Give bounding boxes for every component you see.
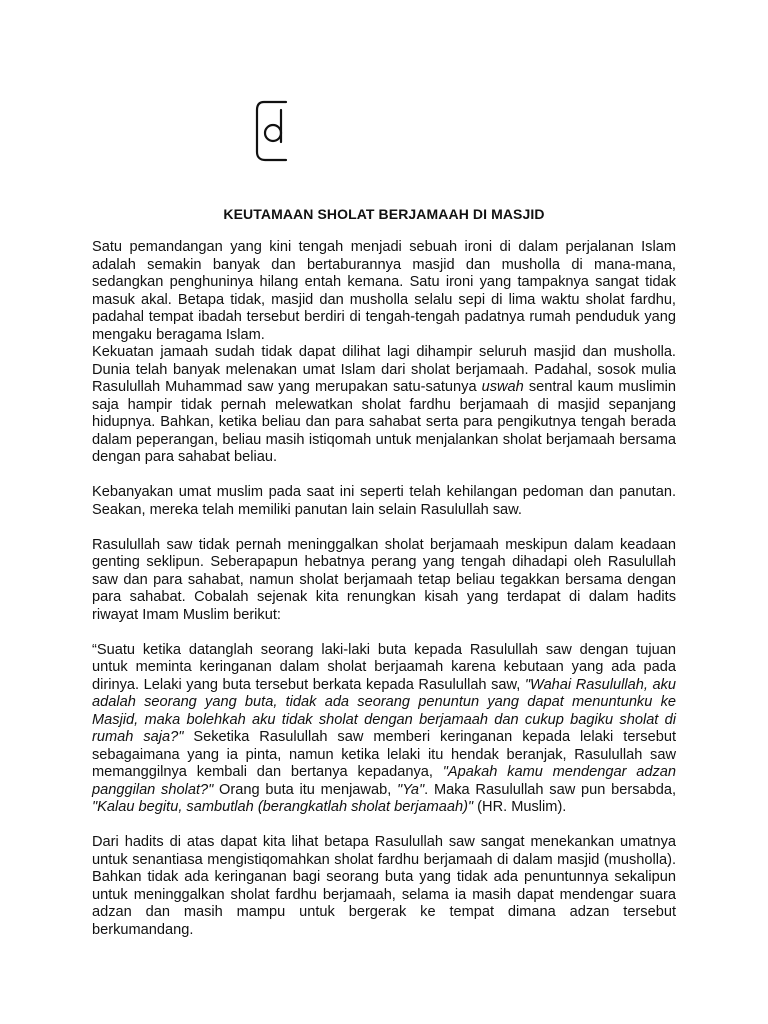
italic-quote: "Apakah kamu mendengar adzan panggilan sholat?" [92, 764, 676, 798]
italic-quote: "Wahai Rasulullah, aku adalah seorang yang buta, tidak ada seorang penuntun yang dapat menuntunku ke Masjid, maka bolehkah aku tidak sholat dengan berjamaah dan cukup bagiku sholat di rumah saja?" [92, 676, 676, 745]
document-title: KEUTAMAAN SHOLAT BERJAMAAH DI MASJID [223, 206, 545, 222]
paragraph-1: Satu pemandangan yang kini tengah menjadi sebuah ironi di dalam perjalanan Islam adalah semakin banyak dan bertaburannya masjid dan musholla di mana-mana, sedangkan penghuninya hilang entah kemana. Satu ironi yang tampaknya sangat tidak masuk akal. Betapa tidak, masjid dan musholla selalu sepi di lima waktu sholat fardhu, padahal tempat ibadah tersebut berdiri di tengah-tengah padatnya rumah penduduk yang mengaku beragama Islam. [92, 239, 676, 343]
paragraph-5-hadith: “Suatu ketika datanglah seorang laki-laki buta kepada Rasulullah saw dengan tujuan untuk meminta keringanan dalam sholat berjaamah karena kebutaan yang ada pada dirinya. Lelaki yang buta tersebut berkata kepada Rasulullah saw, "Wahai Rasulullah, aku adalah seorang yang buta, tidak ada seorang penuntun yang dapat menuntunku ke Masjid, maka bolehkah aku tidak sholat dengan berjamaah dan cukup bagiku sholat di rumah saja?" Seketika Rasulullah saw memberi keringanan kepada lelaki tersebut sebagaimana yang ia pinta, namun ketika lelaki itu hendak beranjak, Rasulullah saw memanggilnya kembali dan bertanya kepadanya, "Apakah kamu mendengar adzan panggilan sholat?" Orang buta itu menjawab, "Ya". Maka Rasulullah saw pun bersabda, "Kalau begitu, sambutlah (berangkatlah sholat berjamaah)" (HR. Muslim). [92, 641, 677, 815]
italic-quote: "Kalau begitu, sambutlah (berangkatlah sholat berjamaah)" [92, 799, 474, 815]
paragraph-4: Rasulullah saw tidak pernah meninggalkan sholat berjamaah meskipun dalam keadaan genting seklipun. Seberapapun hebatnya perang yang tengah dihadapi oleh Rasulullah saw dan para sahabat, namun sholat berjamaah tetap beliau tegakkan bersama dengan para sahabat. Cobalah sejenak kita renungkan kisah yang terdapat di dalam hadits riwayat Imam Muslim berikut: [92, 536, 676, 623]
italic-term: uswah [481, 379, 524, 395]
paragraph-3: Kebanyakan umat muslim pada saat ini seperti telah kehilangan pedoman dan panutan. Seakan, mereka telah memiliki panutan lain selain Rasulullah saw. [92, 484, 676, 518]
italic-quote: "Ya" [397, 781, 425, 798]
document-body [92, 239, 676, 939]
paragraph-6: Dari hadits di atas dapat kita lihat betapa Rasulullah saw sangat menekankan umatnya untuk senantiasa mengistiqomahkan sholat fardhu berjamaah di dalam masjid (musholla). Bahkan tidak ada keringanan bagi seorang buta yang tidak ada penuntunnya sekalipun untuk meninggalkan sholat fardhu berjamaah, selama ia masih dapat mendengar suara adzan dan masih mampu untuk bergerak ke tempat dimana adzan tersebut berkumandang. [92, 834, 676, 938]
paragraph-2: Kekuatan jamaah sudah tidak dapat dilihat lagi dihampir seluruh masjid dan musholla. Dunia telah banyak melenakan umat Islam dari sholat berjamaah. Padahal, sosok mulia Rasulullah Muhammad saw yang merupakan satu-satunya uswah sentral kaum muslimin saja hampir tidak pernah melewatkan sholat fardhu berjamaah di masjid sepanjang hidupnya. Bahkan, ketika beliau dan para sahabat serta para pengikutnya tengah berada dalam peperangan, beliau masih istiqomah untuk menjalankan sholat berjamaah bersama dengan para sahabat beliau. [92, 344, 676, 465]
scribd-logo-icon [250, 96, 294, 166]
